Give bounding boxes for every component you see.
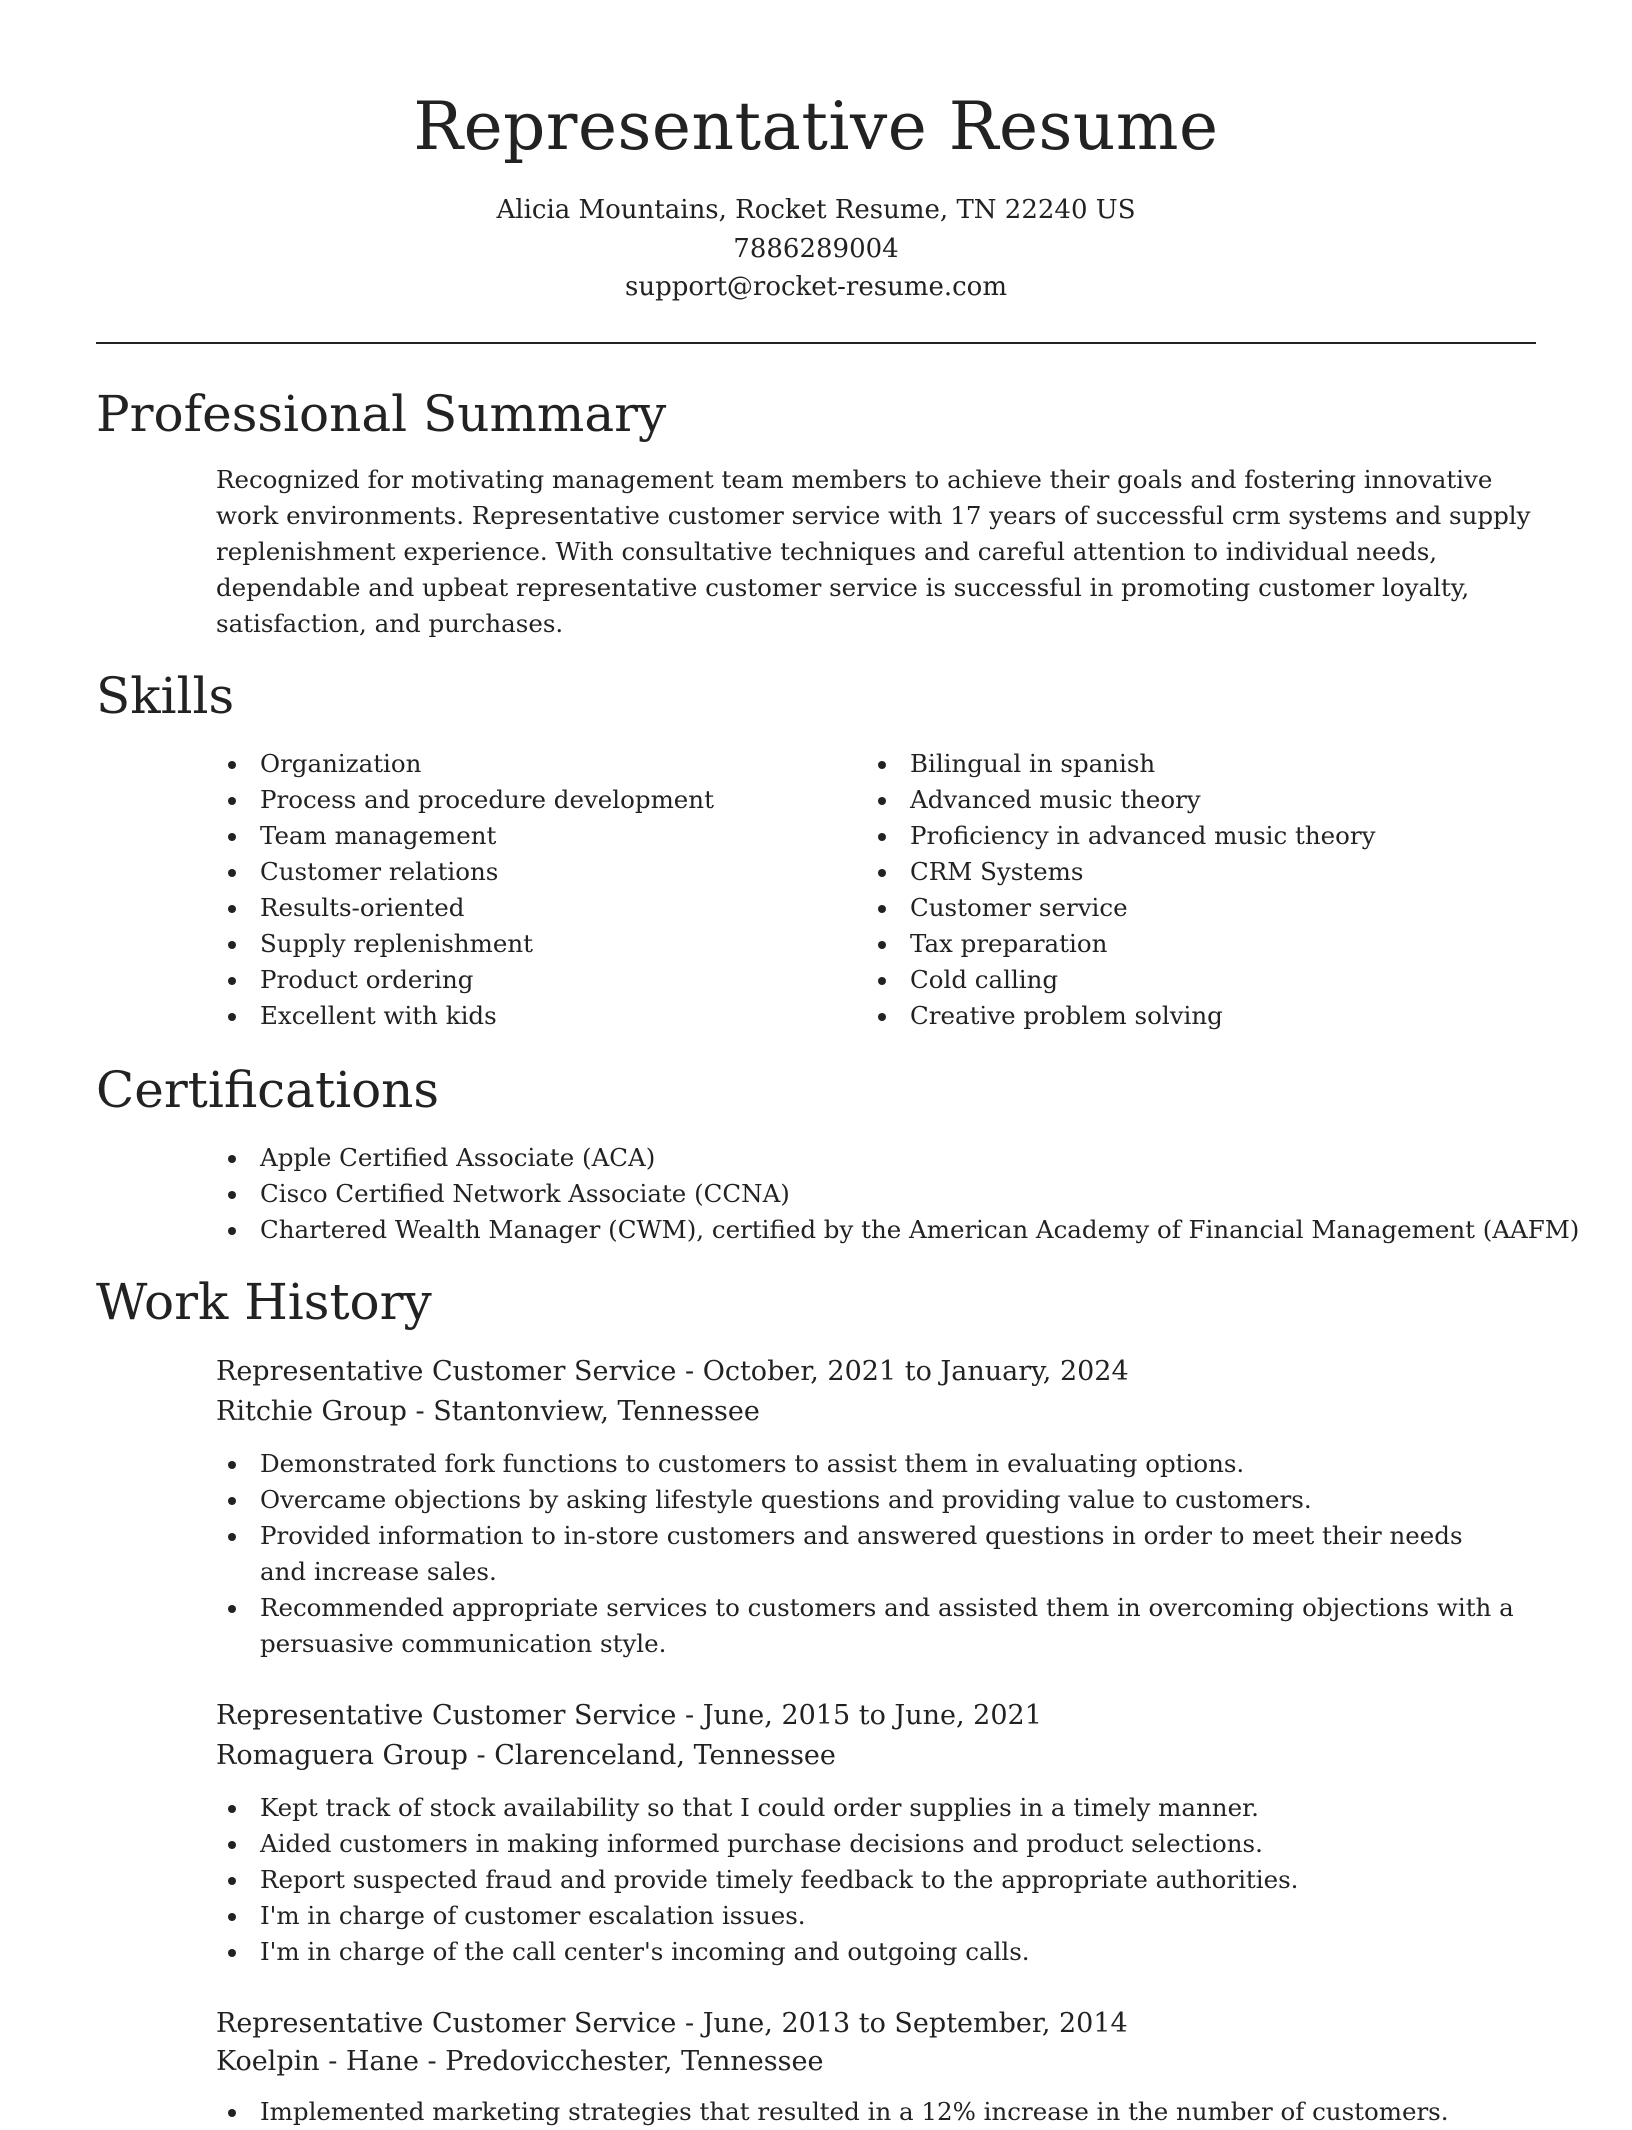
header-divider bbox=[96, 342, 1536, 344]
job-title-line: Representative Customer Service - October, 2021 to January, 2024 bbox=[216, 1356, 1129, 1387]
certifications-heading: Certifications bbox=[96, 1061, 440, 1119]
job-location: Predovicchester, Tennessee bbox=[445, 2046, 824, 2077]
job-title-line: Representative Customer Service - June, 2013 to September, 2014 bbox=[216, 2008, 1128, 2039]
skill-item: Organization bbox=[216, 746, 836, 782]
skill-item: Results-oriented bbox=[216, 890, 836, 926]
job-duty: Provided information to in-store customers and answered questions in order to meet their needs and increase sales. bbox=[216, 1518, 1516, 1590]
job-duty: Kept track of stock availability so that I could order supplies in a timely manner. bbox=[216, 1790, 1516, 1826]
job-dates: October, 2021 to January, 2024 bbox=[702, 1356, 1129, 1387]
job-duty: I'm in charge of customer escalation issues. bbox=[216, 1898, 1516, 1934]
skill-item: Process and procedure development bbox=[216, 782, 836, 818]
skill-item: Team management bbox=[216, 818, 836, 854]
job-title-line: Representative Customer Service - June, 2015 to June, 2021 bbox=[216, 1700, 1042, 1731]
skill-item: CRM Systems bbox=[866, 854, 1526, 890]
skills-list-left bbox=[216, 746, 836, 1034]
certification-item: Cisco Certified Network Associate (CCNA) bbox=[216, 1176, 1556, 1212]
job-title: Representative Customer Service bbox=[216, 1700, 677, 1731]
skill-item: Product ordering bbox=[216, 962, 836, 998]
job-title: Representative Customer Service bbox=[216, 1356, 677, 1387]
skill-item: Customer service bbox=[866, 890, 1526, 926]
resume-title: Representative Resume bbox=[413, 88, 1219, 165]
contact-email: support@rocket-resume.com bbox=[624, 272, 1007, 302]
job-duty: I'm in charge of the call center's incoming and outgoing calls. bbox=[216, 1934, 1516, 1970]
certification-item: Apple Certified Associate (ACA) bbox=[216, 1140, 1556, 1176]
skill-item: Bilingual in spanish bbox=[866, 746, 1526, 782]
skills-list-right bbox=[866, 746, 1526, 1034]
job-duty: Aided customers in making informed purchase decisions and product selections. bbox=[216, 1826, 1516, 1862]
skill-item: Cold calling bbox=[866, 962, 1526, 998]
skill-item: Supply replenishment bbox=[216, 926, 836, 962]
work-history-heading: Work History bbox=[96, 1273, 432, 1331]
skill-item: Tax preparation bbox=[866, 926, 1526, 962]
job-duties-list bbox=[216, 2094, 1516, 2130]
job-location: Clarenceland, Tennessee bbox=[494, 1740, 836, 1771]
summary-heading: Professional Summary bbox=[96, 385, 667, 443]
job-duties-list bbox=[216, 1446, 1516, 1662]
job-company-line: Koelpin - Hane - Predovicchester, Tennessee bbox=[216, 2046, 824, 2077]
skill-item: Customer relations bbox=[216, 854, 836, 890]
job-duty: Recommended appropriate services to customers and assisted them in overcoming objections with a persuasive communication style. bbox=[216, 1590, 1516, 1662]
summary-text: Recognized for motivating management team members to achieve their goals and fostering innovative work environments. Representative customer service with 17 years of successful crm systems and supply replenishment experience. With consultative techniques and careful attention to individual needs, dependable and upbeat representative customer service is successful in promoting customer loyalty, satisfaction, and purchases. bbox=[216, 465, 1531, 638]
skill-item: Excellent with kids bbox=[216, 998, 836, 1034]
job-company-line: Romaguera Group - Clarenceland, Tennessee bbox=[216, 1740, 836, 1771]
skill-item: Creative problem solving bbox=[866, 998, 1526, 1034]
job-duty: Implemented marketing strategies that resulted in a 12% increase in the number of customers. bbox=[216, 2094, 1516, 2130]
certifications-list bbox=[216, 1140, 1580, 1248]
certification-item: Chartered Wealth Manager (CWM), certified by the American Academy of Financial Management (AAFM) bbox=[216, 1212, 1556, 1248]
job-title: Representative Customer Service bbox=[216, 2008, 677, 2039]
job-location: Stantonview, Tennessee bbox=[433, 1396, 760, 1427]
job-dates: June, 2013 to September, 2014 bbox=[702, 2008, 1128, 2039]
skill-item: Proficiency in advanced music theory bbox=[866, 818, 1526, 854]
job-duty: Demonstrated fork functions to customers to assist them in evaluating options. bbox=[216, 1446, 1516, 1482]
skill-item: Advanced music theory bbox=[866, 782, 1526, 818]
skills-heading: Skills bbox=[96, 667, 235, 725]
job-duty: Report suspected fraud and provide timely feedback to the appropriate authorities. bbox=[216, 1862, 1516, 1898]
job-company: Koelpin - Hane bbox=[216, 2046, 419, 2077]
job-company: Romaguera Group bbox=[216, 1740, 468, 1771]
job-company: Ritchie Group bbox=[216, 1396, 407, 1427]
contact-address: Alicia Mountains, Rocket Resume, TN 22240 US bbox=[496, 195, 1136, 225]
contact-phone: 7886289004 bbox=[733, 234, 899, 264]
job-duties-list bbox=[216, 1790, 1516, 1970]
job-company-line: Ritchie Group - Stantonview, Tennessee bbox=[216, 1396, 760, 1427]
job-duty: Overcame objections by asking lifestyle questions and providing value to customers. bbox=[216, 1482, 1516, 1518]
job-dates: June, 2015 to June, 2021 bbox=[702, 1700, 1042, 1731]
